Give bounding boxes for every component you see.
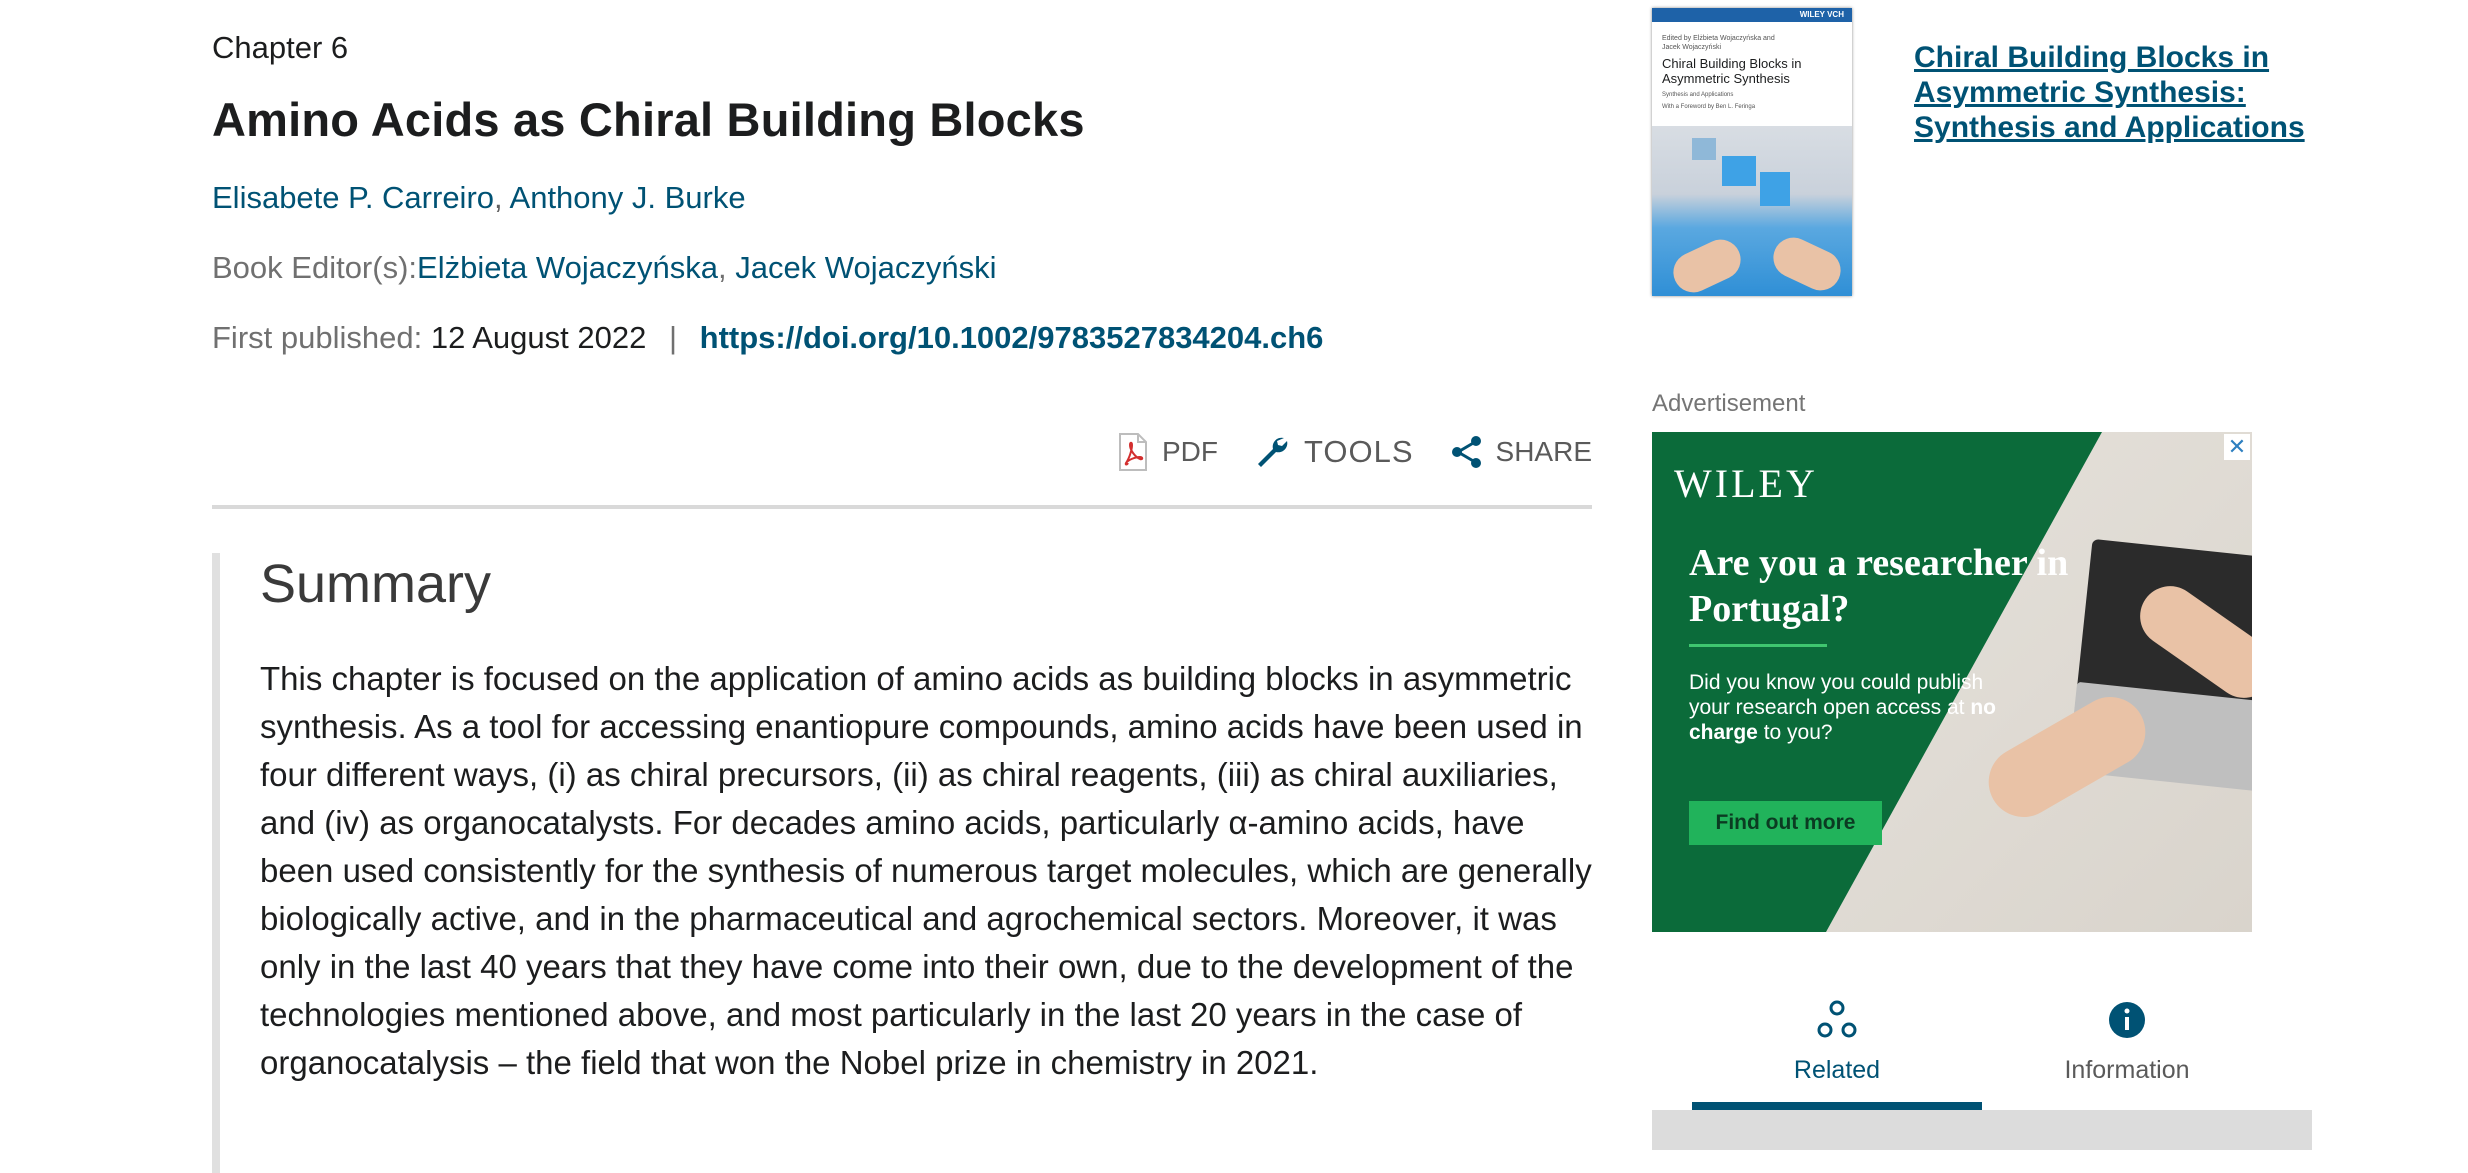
advertisement-banner[interactable] (1652, 432, 2252, 932)
related-nodes-icon (1817, 1000, 1857, 1045)
chapter-label: Chapter 6 (212, 30, 349, 65)
sidebar-tabs (1652, 990, 2312, 1110)
editor-list: Book Editor(s):Elżbieta Wojaczyńska, Jacek Wojaczyński (212, 250, 997, 285)
author-link[interactable]: Anthony J. Burke (509, 180, 746, 215)
published-label: First published: (212, 320, 423, 355)
cover-publisher: WILEY VCH (1799, 10, 1844, 19)
cover-puzzle-art (1652, 126, 1852, 296)
tools-label: TOOLS (1304, 434, 1414, 469)
section-divider (212, 505, 1592, 509)
editor-link[interactable]: Elżbieta Wojaczyńska (417, 250, 718, 285)
share-icon (1450, 435, 1482, 469)
published-date: 12 August 2022 (430, 320, 647, 355)
editors-label: Book Editor(s): (212, 250, 418, 285)
pdf-label: PDF (1162, 436, 1218, 467)
author-list: Elisabete P. Carreiro, Anthony J. Burke (212, 180, 746, 215)
separator: | (668, 320, 678, 355)
ad-headline: Are you a researcher in Portugal? (1689, 542, 2069, 630)
cover-editors: Edited by Elżbieta Wojaczyńska and Jacek Wojaczyński (1662, 35, 1775, 51)
tab-information-label: Information (2064, 1056, 2190, 1084)
page-title: Amino Acids as Chiral Building Blocks (212, 93, 1085, 146)
pdf-button[interactable] (1118, 433, 1218, 471)
summary-section (212, 553, 1600, 1173)
tab-information[interactable] (1982, 990, 2272, 1110)
cover-title: Chiral Building Blocks in Asymmetric Synthesis (1662, 56, 1802, 86)
ad-copy: Did you know you could publish your research open access at no charge to you? (1689, 671, 1996, 744)
tools-button[interactable] (1254, 434, 1414, 470)
book-cover-image[interactable] (1652, 8, 1852, 296)
tab-related-label: Related (1793, 1056, 1881, 1084)
share-label: SHARE (1495, 436, 1592, 467)
author-link[interactable]: Elisabete P. Carreiro (212, 180, 495, 215)
close-icon[interactable]: ✕ (2224, 434, 2250, 460)
book-title-link[interactable]: Chiral Building Blocks in Asymmetric Synthesis: Synthesis and Applications (1914, 41, 2305, 144)
tab-panel (1652, 1110, 2312, 1150)
publication-info (212, 320, 1323, 356)
doi-link[interactable]: https://doi.org/10.1002/9783527834204.ch6 (699, 320, 1324, 355)
wrench-icon (1254, 434, 1290, 470)
advertisement-label: Advertisement (1652, 390, 1806, 417)
ad-accent-line (1689, 644, 1827, 647)
info-circle-icon (2107, 1000, 2147, 1045)
share-button[interactable] (1450, 435, 1592, 469)
editor-link[interactable]: Jacek Wojaczyński (735, 250, 997, 285)
ad-brand-logo: WILEY (1674, 461, 1818, 506)
article-toolbar (1118, 430, 1592, 474)
active-tab-indicator (1692, 1102, 1982, 1110)
tab-related[interactable] (1692, 990, 1982, 1110)
cover-foreword: With a Foreword by Ben L. Feringa (1662, 104, 1756, 110)
summary-heading: Summary (260, 554, 492, 614)
pdf-file-icon (1118, 433, 1148, 471)
find-out-more-button[interactable]: Find out more (1689, 801, 1882, 845)
summary-text: This chapter is focused on the application of amino acids as building blocks in asymmetric synthesis. As a tool for accessing enantiopure compounds, amino acids have been used in four different ways, (i) as chiral precursors, (ii) as chiral reagents, (iii) as chiral auxiliaries, and (iv) as organocatalysts. For decades amino acids, particularly α-amino acids, have been used consistently for the synthesis of numerous target molecules, which are generally biologically active, and in the pharmaceutical and agrochemical sectors. Moreover, it was only in the last 40 years that they have come into their own, due to the development of the technologies mentioned above, and most particularly in the last 20 years in the case of organocatalysis – the field that won the Nobel prize in chemistry in 2021. (260, 660, 1592, 1081)
cover-subtitle: Synthesis and Applications (1662, 92, 1734, 98)
